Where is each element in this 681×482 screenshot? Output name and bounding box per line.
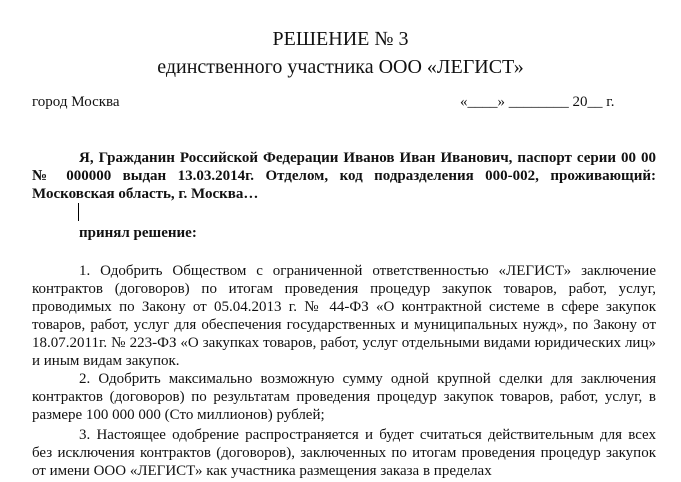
document-subtitle: единственного участника ООО «ЛЕГИСТ» [157, 56, 524, 78]
place-date-line [32, 93, 632, 111]
decision-item-2[interactable]: 2. Одобрить максимально возможную сумму одной крупной сделки для заключения контрактов (договоров) по результатам проведения процедур закупок товаров, работ, услуг, в размере 100 000 000 (Сто миллионов) рублей; [32, 371, 656, 423]
date-placeholder: «____» ________ 20__ г. [460, 94, 615, 110]
city-label: город Москва [32, 94, 120, 110]
decision-heading[interactable]: принял решение: [79, 225, 197, 241]
decision-item-3[interactable]: 3. Настоящее одобрение распространяется и будет считаться действительным для всех без исключения контрактов (договоров), заключенных по итогам проведения процедур закупок от имени ООО «ЛЕГИСТ» как участника размещения заказа в пределах [32, 427, 656, 479]
decision-item-1[interactable]: 1. Одобрить Обществом с ограниченной ответственностью «ЛЕГИСТ» заключение контрактов (договоров) по итогам проведения процедур закупок товаров, работ, услуг, проводимых по Закону от 05.04.2013 г. № 44-ФЗ «О контрактной системе в сфере закупок товаров, работ, услуг для обеспечения государственных и муниципальных нужд», по Закону от 18.07.2011г. № 223-ФЗ «О закупках товаров, работ, услуг отдельными видами юридических лиц» и иным видам закупок. [32, 263, 656, 369]
text-cursor [78, 203, 79, 221]
document-title: РЕШЕНИЕ № 3 [272, 28, 409, 50]
intro-paragraph[interactable]: Я, Гражданин Российской Федерации Иванов Иван Иванович, паспорт серии 00 00 № 000000 выдан 13.03.2014г. Отделом, код подразделения 000-002, проживающий: Московская область, г. Москва… [32, 150, 656, 202]
